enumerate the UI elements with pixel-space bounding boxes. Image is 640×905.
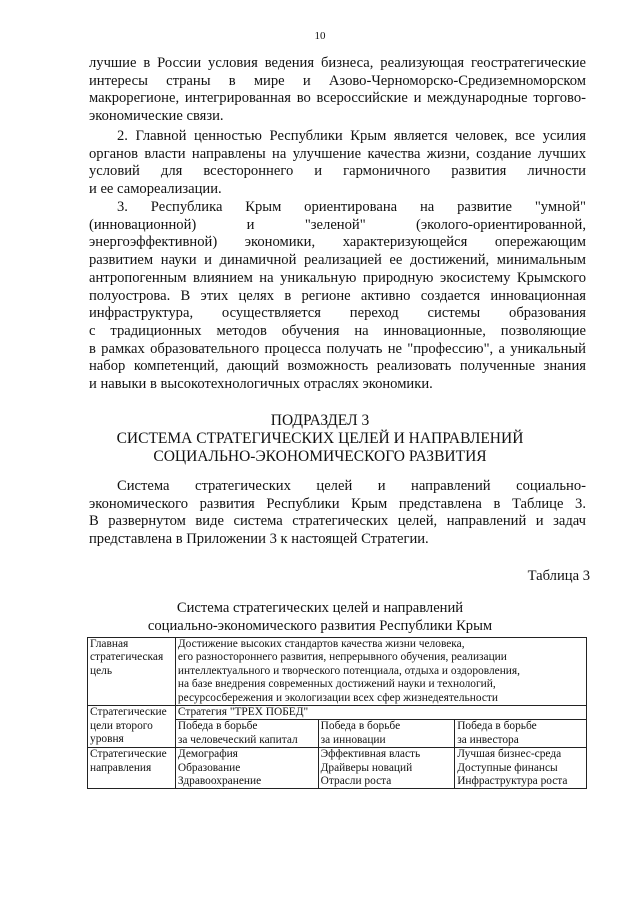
table-label: Таблица 3 — [527, 568, 590, 584]
text-line: экономического развития Республики Крым представлена в Таблице 3. — [89, 495, 586, 512]
table-row — [88, 720, 587, 748]
page-number: 10 — [314, 30, 326, 42]
goal-cell-investor: Победа в борьбе за инвестора — [455, 720, 587, 748]
text-line: с традиционных методов обучения на инновационные, позволяющие — [89, 322, 586, 339]
strategy-table — [87, 637, 587, 789]
goal-cell-innovation: Победа в борьбе за инновации — [318, 720, 455, 748]
intro-paragraph — [89, 55, 586, 126]
caption-line: Система стратегических целей и направлений — [176, 600, 464, 616]
text-line: антропогенным влиянием на уникальную природную экосистему Крымского — [89, 269, 586, 286]
table-row — [88, 638, 587, 706]
heading-line: СИСТЕМА СТРАТЕГИЧЕСКИХ ЦЕЛЕЙ И НАПРАВЛЕНИЙ — [116, 430, 524, 447]
subsection-heading — [0, 412, 640, 466]
text-line: развитием науки и динамичной реализацией ее достижений, минимальным — [89, 252, 586, 269]
text-line: набор компетенций, дающий возможность реализовать полученные знания — [89, 358, 586, 375]
text-line: лучшие в России условия ведения бизнеса, реализующая геостратегические — [89, 55, 586, 71]
text-line: энергоэффективной) экономики, характеризующейся опережающим — [89, 234, 586, 251]
text-line: инфраструктура, осуществляется переход системы образования — [89, 305, 586, 322]
text-line: экономические связи. — [89, 108, 224, 125]
text-line: 2. Главной ценностью Республики Крым является человек, все усилия — [117, 128, 586, 144]
text-line: (инновационной) и "зеленой" (эколого-ориентированной, — [89, 216, 586, 233]
row-header-strategic: Стратегические — [88, 706, 176, 720]
row-header-main-goal: Главная стратегическая цель — [88, 638, 176, 706]
text-line: представлена в Приложении 3 к настоящей Стратегии. — [89, 531, 429, 548]
goal-cell-human-capital: Победа в борьбе за человеческий капитал — [175, 720, 318, 748]
text-line: интересы страны в мире и Азово-Черноморско-Средиземноморском — [89, 72, 586, 89]
text-line: макрорегионе, интегрированная во всероссийские и международные торгово- — [89, 90, 586, 107]
directions-cell-investor: Лучшая бизнес-среда Доступные финансы Инфраструктура роста — [455, 748, 587, 789]
heading-line: СОЦИАЛЬНО-ЭКОНОМИЧЕСКОГО РАЗВИТИЯ — [153, 448, 487, 465]
table-caption — [0, 599, 640, 635]
text-line: условий для всестороннего и гармоничного развития личности — [89, 163, 586, 180]
text-line: в рамках образовательного процесса получать не "профессию", а уникальный — [89, 340, 586, 357]
heading-line: ПОДРАЗДЕЛ 3 — [270, 412, 370, 429]
text-line: и ее самореализации. — [89, 181, 222, 198]
text-line: В развернутом виде система стратегических целей, направлений и задач — [89, 513, 586, 530]
point-3-paragraph — [89, 199, 586, 394]
directions-cell-human: Демография Образование Здравоохранение — [175, 748, 318, 789]
text-line: органов власти направлены на улучшение качества жизни, создание лучших — [89, 145, 586, 162]
text-line: Система стратегических целей и направлений социально- — [117, 478, 586, 494]
row-header-second-level: цели второго уровня — [88, 720, 176, 748]
directions-cell-innovation: Эффективная власть Драйверы новаций Отрасли роста — [318, 748, 455, 789]
strategy-cell: Стратегия "ТРЕХ ПОБЕД" — [175, 706, 586, 720]
system-paragraph — [89, 478, 586, 549]
text-line: 3. Республика Крым ориентирована на развитие "умной" — [117, 199, 586, 215]
row-header-directions: Стратегические направления — [88, 748, 176, 789]
text-line: полуострова. В этих целях в регионе активно создается инновационная — [89, 287, 586, 304]
table-row — [88, 748, 587, 789]
point-2-paragraph — [89, 128, 586, 199]
text-line: и навыки в высокотехнологичных отраслях экономики. — [89, 376, 433, 393]
table-row — [88, 706, 587, 720]
caption-line: социально-экономического развития Республики Крым — [147, 618, 493, 634]
main-goal-cell: Достижение высоких стандартов качества жизни человека, его разностороннего развития, непрерывного обучения, реализации интеллектуального и творческого потенциала, отдыха и оздоровления, на базе внедрения современных достижений науки и технологий, ресурсосбережения и экологизации всех сфер жизнедеятельности — [175, 638, 586, 706]
